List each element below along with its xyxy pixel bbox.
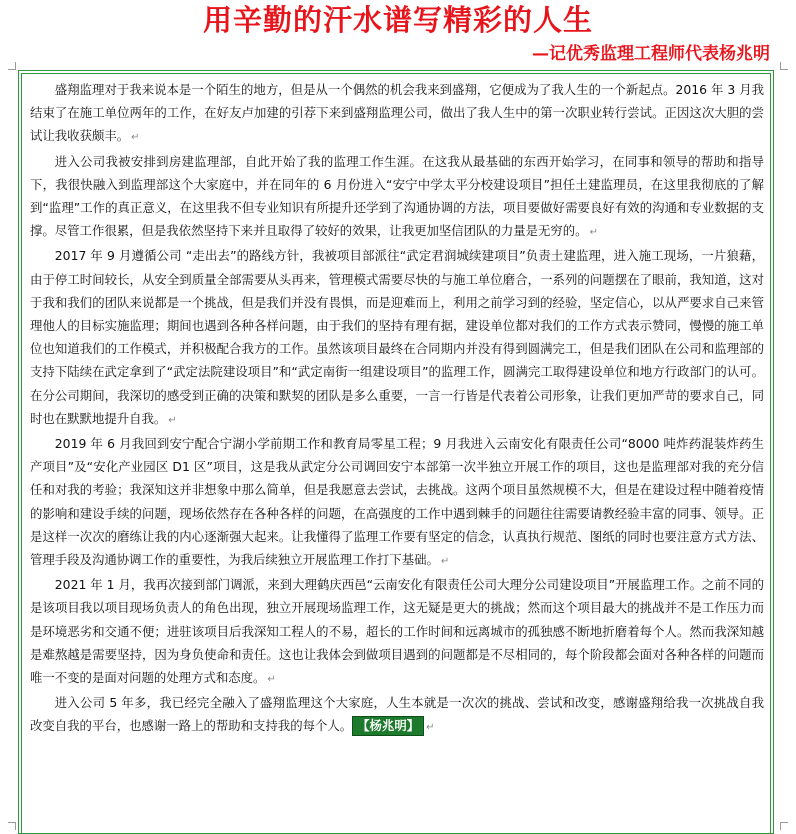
paragraph-mark-icon: ↵ (589, 227, 598, 239)
paragraph-text: 2017 年 9 月遵循公司 “走出去”的路线方针，我被项目部派往“武定君润城续建项目”负责土建监理，进入施工现场，一片狼藉，由于停工时间较长，从安全到质量全部需要从头再来，管理模式需要尽快的与施工单位磨合，一系列的问题摆在了眼前，我知道，这对于我和我们的团队来说都是一个挑战，但是我们并没有畏惧，而是迎难而上，利用之前学习到的经验，坚定信心，以从严要求自己来管理他人的目标实施监理；期间也遇到各种各样问题，由于我们的坚持有理有据，建设单位都对我们的工作方式表示赞同，慢慢的施工单位也知道我们的工作模式，并积极配合我方的工作。虽然该项目最终在合同期内并没有得到圆满完工，但是我们团队在公司和监理部的支持下陆续在武定拿到了“武定法院建设项目”和“武定南街一组建设项目”的监理工作，圆满完工取得建设单位和地方行政部门的认可。在分公司期间，我深切的感受到正确的决策和默契的团队是多么重要，一言一行皆是代表着公司形象，让我们更加严苛的要求自己，同时也在默默地提升自我。 (30, 248, 764, 426)
body-paragraph[interactable] (30, 78, 764, 150)
paragraph-text: 盛翔监理对于我来说本是一个陌生的地方，但是从一个偶然的机会我来到盛翔，它便成为了我人生的一个新起点。2016 年 3 月我结束了在施工单位两年的工作，在好友卢加建的引荐下来到盛翔监理公司，做出了我人生中的第一次职业转行尝试。正因这次大胆的尝试让我收获颇丰。 (30, 82, 764, 144)
page-corner-mark (8, 822, 16, 830)
article-body (30, 78, 764, 740)
paragraph-mark-icon: ↵ (131, 132, 140, 144)
body-paragraph[interactable] (30, 150, 764, 245)
page-corner-mark (780, 62, 788, 70)
page-corner-mark (8, 62, 16, 70)
paragraph-text: 进入公司 5 年多，我已经完全融入了盛翔监理这个大家庭，人生本就是一次次的挑战、尝试和改变，感谢盛翔给我一次挑战自我改变自我的平台，也感谢一路上的帮助和支持我的每个人。 (30, 695, 764, 734)
signature-badge: 【杨兆明】 (352, 716, 424, 736)
body-paragraph[interactable] (30, 244, 764, 432)
paragraph-mark-icon: ↵ (267, 674, 276, 686)
paragraph-mark-icon: ↵ (440, 556, 450, 568)
paragraph-text: 2021 年 1 月，我再次接到部门调派，来到大理鹤庆西邑“云南安化有限责任公司大理分公司建设项目”开展监理工作。之前不同的是该项目我以项目现场负责人的角色出现，独立开展现场监理工作，这无疑是更大的挑战；然而这个项目最大的挑战并不是工作压力而是环境恶劣和交通不便；进驻该项目后我深知工程人的不易，超长的工作时间和远离城市的孤独感不断地折磨着每个人。然而我深知越是难熬越是需要坚持，因为身负使命和责任。这也让我体会到做项目遇到的问题都是不尽相同的，每个阶段都会面对各种各样的问题而唯一不变的是面对问题的处理方式和态度。 (30, 577, 764, 686)
paragraph-text: 进入公司我被安排到房建监理部，自此开始了我的监理工作生涯。在这我从最基础的东西开始学习，在同事和领导的帮助和指导下，我很快融入到监理部这个大家庭中，并在同年的 6 月份进入“安宁中学太平分校建设项目”担任土建监理员，在这里我彻底的了解到“监理”工作的真正意义，在这里我不但专业知识有所提升还学到了沟通协调的方法，项目要做好需要良好有效的沟通和专业数据的支撑。尽管工作很累，但是我依然坚持下来并且取得了较好的效果，让我更加坚信团队的力量是无穷的。 (30, 153, 764, 239)
article-subtitle: —记优秀监理工程师代表杨兆明 (532, 44, 770, 64)
paragraph-mark-icon: ↵ (168, 414, 177, 426)
article-title: 用辛勤的汗水谱写精彩的人生 (202, 3, 593, 37)
body-paragraph[interactable] (30, 432, 764, 573)
paragraph-text: 2019 年 6 月我回到安宁配合宁湖小学前期工作和教育局零星工程；9 月我进入云南安化有限责任公司“8000 吨炸药混装炸药生产项目”及“安化产业园区 D1 区”项目，这是我从武定分公司调回安宁本部第一次半独立开展工作的项目，这也是监理部对我的充分信任和对我的考验；我深知这并非想象中那么简单，但是我愿意去尝试，去挑战。这两个项目虽然规模不大，但是在建设过程中随着疫情的影响和建设手续的问题，现场依然存在各种各样的问题，在高强度的工作中遇到棘手的问题往往需要请教经验丰富的同事、领导。正是这样一次次的磨练让我的内心逐渐强大起来。让我懂得了监理工作要有坚定的信念，认真执行规范、图纸的同时也要注意方式方法、管理手段及沟通协调工作的重要性，为我后续独立开展监理工作打下基础。 (30, 436, 764, 568)
page-corner-mark (780, 822, 788, 830)
body-paragraph[interactable] (30, 691, 764, 739)
body-paragraph[interactable] (30, 573, 764, 691)
paragraph-mark-icon: ↵ (426, 722, 435, 734)
